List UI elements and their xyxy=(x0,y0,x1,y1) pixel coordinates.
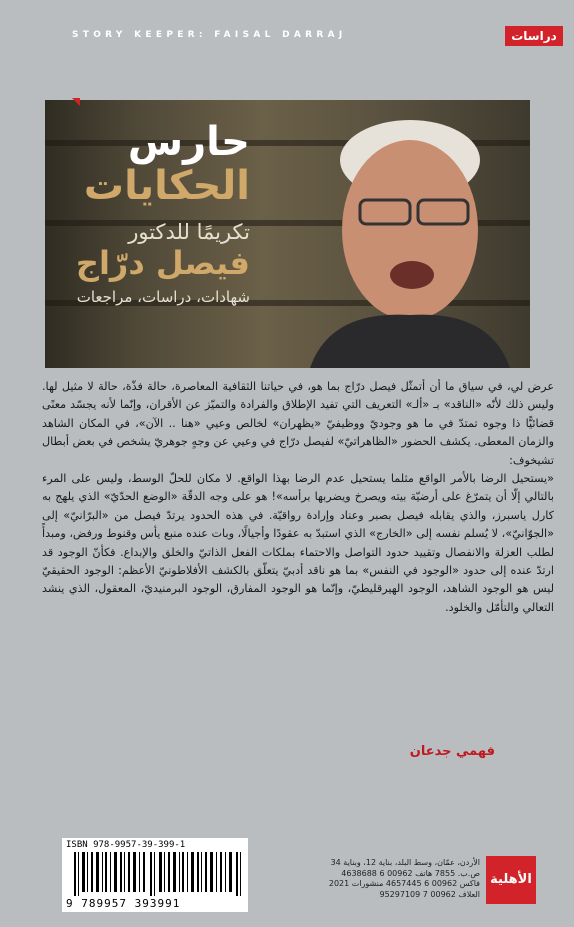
blurb-author: فهمي جدعان xyxy=(409,744,495,759)
portrait-icon xyxy=(290,100,510,368)
title-line-1: حارس xyxy=(127,119,250,165)
isbn-barcode xyxy=(62,838,248,912)
title-line-2: الحكايات xyxy=(83,163,250,209)
publisher-info xyxy=(300,858,480,900)
series-banner-english: STORY KEEPER: FAISAL DARRAJ xyxy=(72,30,347,40)
isbn-label: ISBN 978-9957-39-399-1 xyxy=(66,840,186,850)
publisher-logo: الأهلية xyxy=(486,856,536,904)
red-corner-mark xyxy=(72,98,80,106)
series-badge: دراسات xyxy=(505,26,563,46)
publisher-line: ص.ب. 7855 هاتف 00962 6 4638688 xyxy=(341,868,480,878)
publisher-line: الأردن، عمّان، وسط البلد، بناية 12، وبناية 34 xyxy=(330,858,480,867)
blurb-paragraph-2: «يستحيل الرضا بالأمر الواقع مثلما يستحيل عدم الرضا بهذا الواقع. لا مكان للحلّ الوسط، وليس على المرء بالتالي إلّا أن يتمرّغ على أرضيّة بيته ويصرخ ويضربها برأسه»! هو على وجه الدقّة «الوضع الحدّيّ» الذي يلهج به كارل ياسبرز، والذي يقابله فيصل بصبر وعناد وإرادة رواقيّة. في هذه الحدود يرتدّ فيصل من «البرّانيّ» إلى «الجوّانيّ»، لا يُسلم نفسه إلى «الخارج» الذي استبدّ به عقودًا وأجيالًا، وبات عنده منبع يأس وقنوط ورفض، ومبدأً لطلب العزلة والانفصال وتقييد حدود التواصل والاحتماء بملكات الفعل الذاتيّ والخلق والإبداع. فكأنّ الوجود قد ارتدّ عنده إلى حدود «الوجود في النفس» بما هو ناقد أدبيّ يتعلّق بالكشف الأفلاطونيّ الأعظم: الوجود الحقيقيّ ليس هو الوجود الشاهد، الوجود الهيرقليطيّ، وإنّما هو الوجود المفارق، الوجود البرمنيديّ، المعقول، الذي ينشد التعالي والتأمّل والخلود. xyxy=(42,472,554,614)
blurb-paragraph-1: عرض لي، في سياق ما أن أتمثّل فيصل درّاج بما هو، في حياتنا الثقافية المعاصرة، حالة فذّة، حالة لا مثيل لها. وليس ذلك لأنّه «الناقد» بـ «ألـ» التعريف التي تفيد الإطلاق والفرادة والتميّز عن الأقران، وإنّما لأنه يجسّد معنًى قضائيًّا ذا وجوه تمتدّ في ما هو وجوديّ ووظيفيّ «يظهران» لخالص وعيي «هنا .. الآن»، في المكان الشاهد والزمان المعطى. يكشف الحضور «الظاهراتيّ» لفيصل درّاج في وعيي عن وجهٍ جوهريّ يشخص في بعض أبطال تشيخوف: xyxy=(42,380,554,467)
publisher-line: العلاف 00962 7 95297109 xyxy=(379,889,480,899)
subtitle-name: فيصل درّاج xyxy=(75,244,250,282)
publisher-line: فاكس 00962 6 4657445 منشورات 2021 xyxy=(328,879,480,888)
barcode-bars-icon xyxy=(74,852,244,896)
blurb-text xyxy=(42,378,554,617)
title-block xyxy=(60,120,250,306)
subtitle-genres: شهادات، دراسات، مراجعات xyxy=(76,288,250,306)
subtitle-honor: تكريمًا للدكتور xyxy=(128,220,250,244)
barcode-number: 9 789957 393991 xyxy=(66,897,181,910)
